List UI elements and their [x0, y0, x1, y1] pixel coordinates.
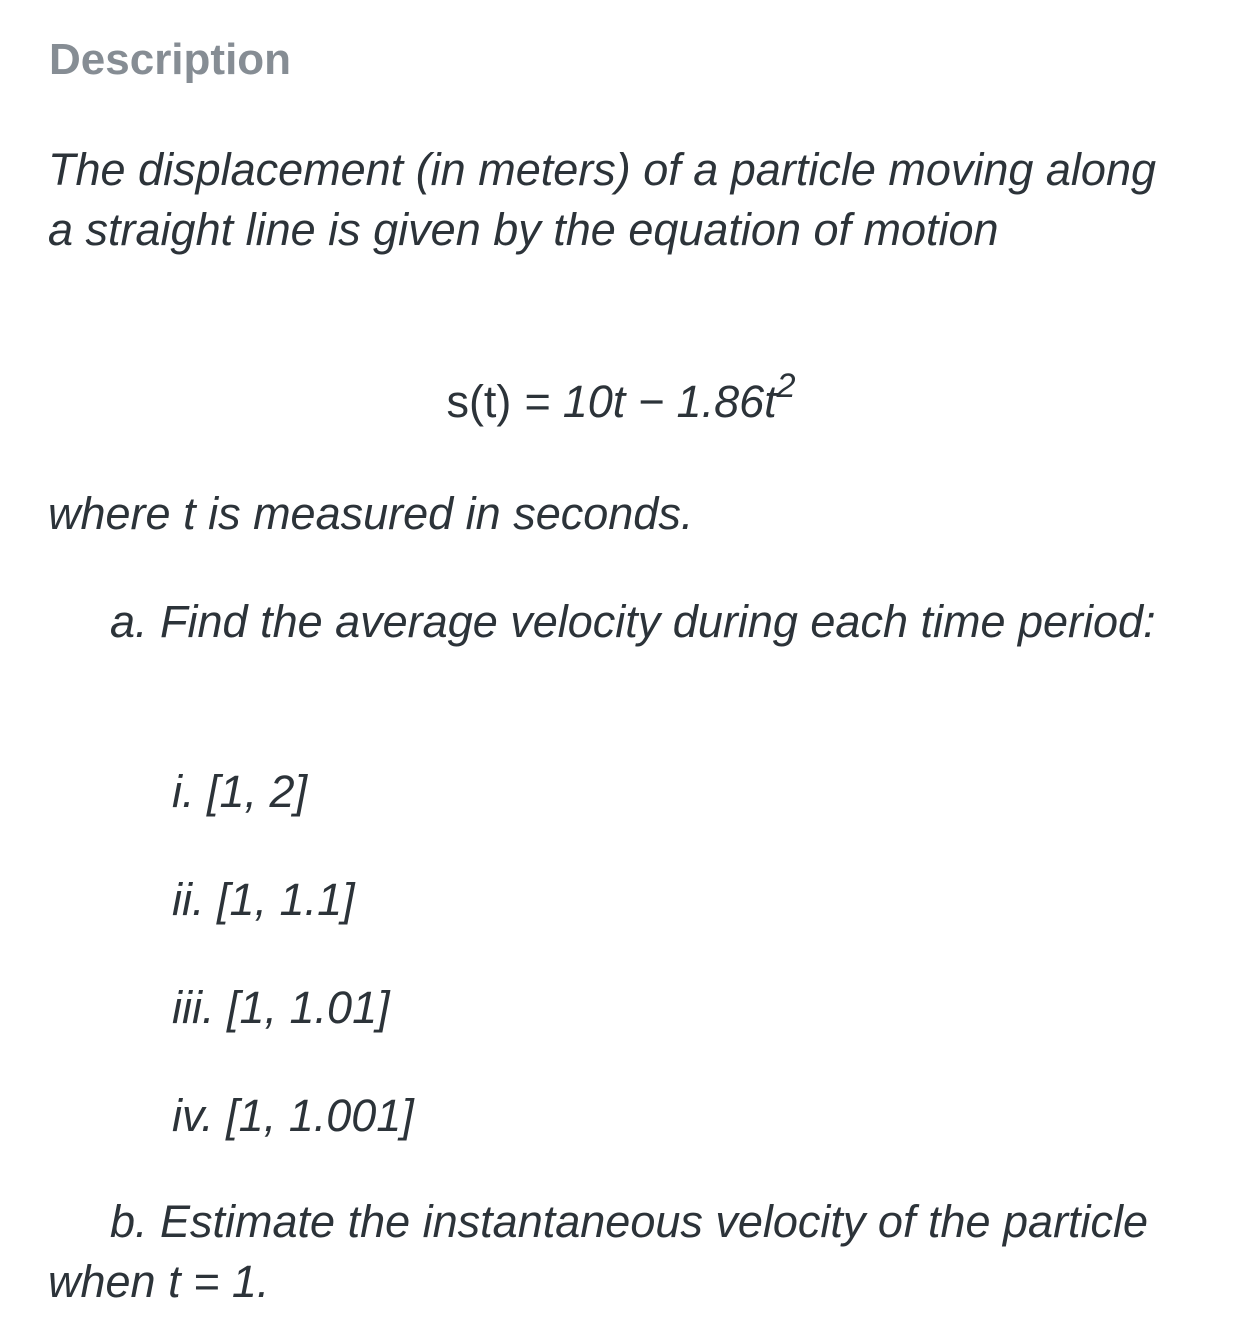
equation-exponent: 2 — [776, 367, 796, 405]
section-heading: Description — [49, 35, 292, 84]
equation-lhs: s(t) — [446, 376, 512, 427]
interval-item: i. [1, 2] — [172, 766, 308, 817]
variable-note: where t is measured in seconds. — [48, 488, 694, 539]
equation-rhs: = 10t − 1.86t — [511, 376, 777, 427]
equation — [0, 367, 1242, 432]
interval-item: iii. [1, 1.01] — [172, 982, 390, 1033]
question-b: b. Estimate the instantaneous velocity of the particle when t = 1. — [48, 1196, 1149, 1307]
interval-item: ii. [1, 1.1] — [172, 874, 355, 925]
question-a: a. Find the average velocity during each time period: — [110, 596, 1156, 647]
problem-intro: The displacement (in meters) of a particle moving along a straight line is given by the equation of motion — [48, 144, 1157, 255]
interval-item: iv. [1, 1.001] — [172, 1090, 414, 1141]
